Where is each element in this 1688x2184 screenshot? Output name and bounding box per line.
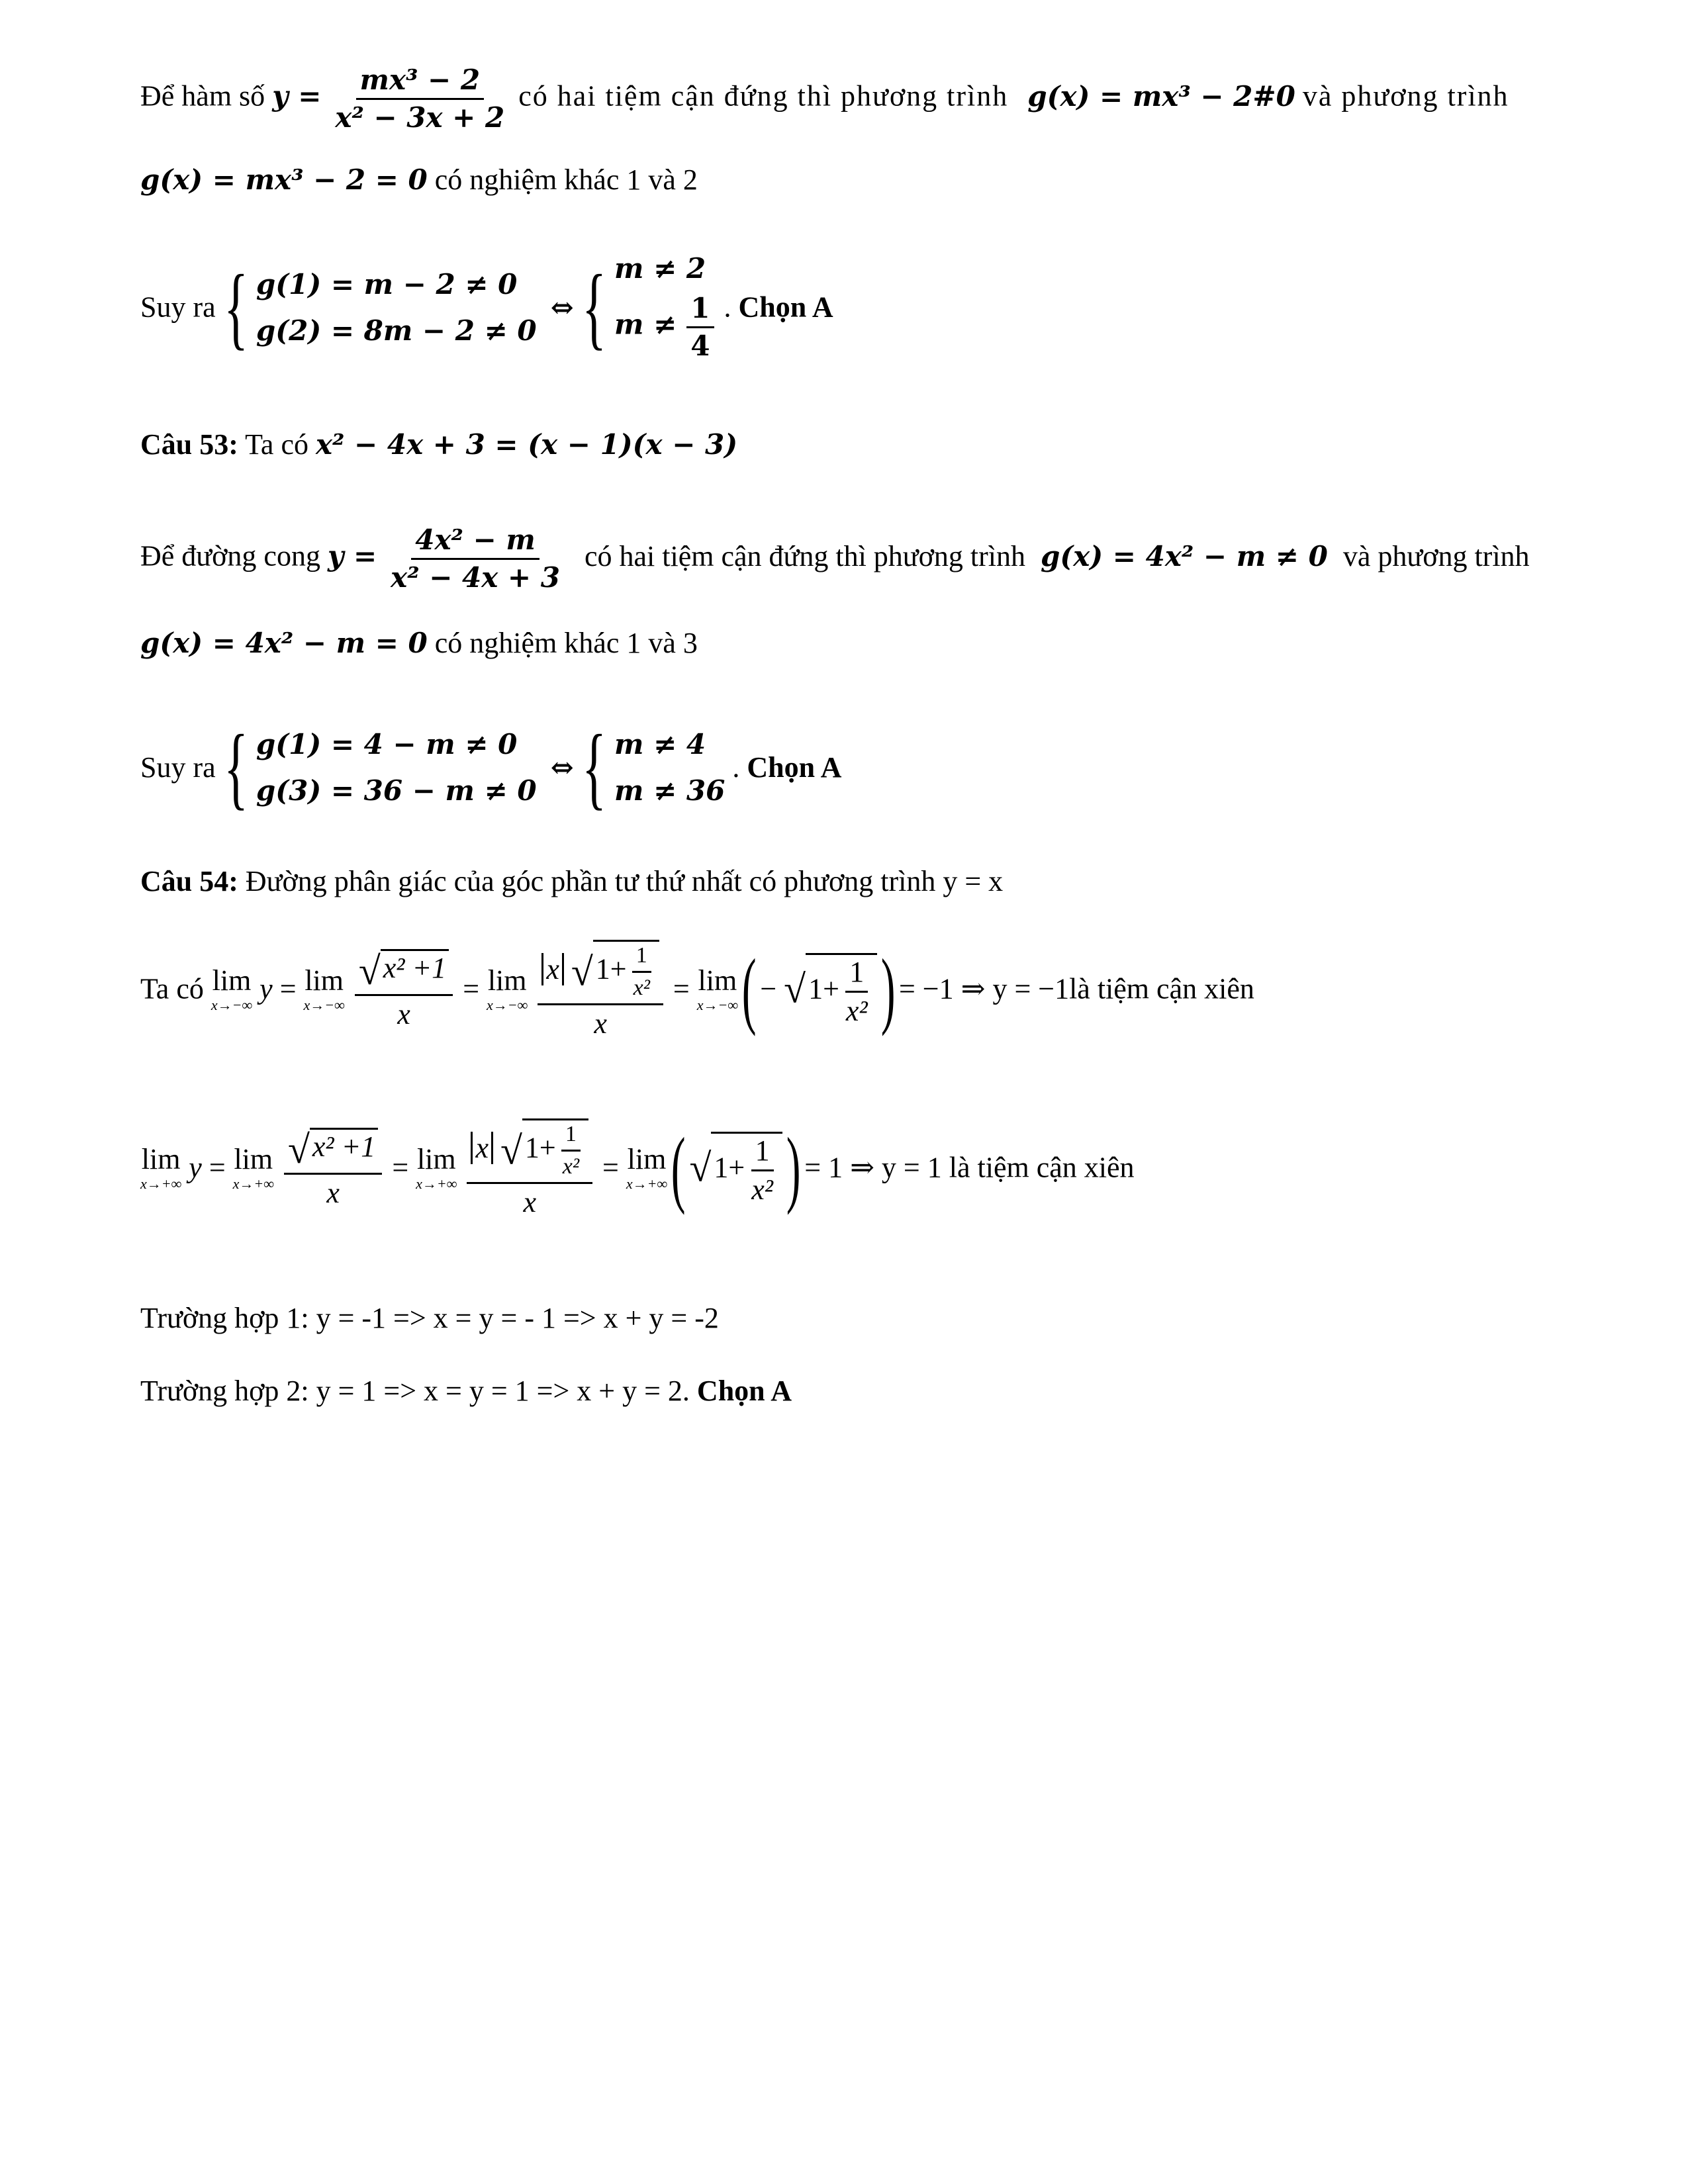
denominator: x² bbox=[751, 1173, 773, 1206]
math: y bbox=[259, 972, 273, 1005]
s54-limit-pos bbox=[140, 1118, 1135, 1217]
math: − bbox=[760, 972, 777, 1005]
system-right bbox=[614, 252, 717, 362]
brace-icon: { bbox=[223, 255, 248, 359]
eq-row: m ≠ 36 bbox=[614, 774, 726, 807]
eq-row: m ≠ 2 bbox=[614, 252, 706, 285]
text: Trường hợp 2: y = 1 => x = y = 1 => x + y = 2. bbox=[140, 1375, 690, 1407]
numerator: mx³ − 2 bbox=[356, 66, 485, 100]
fraction bbox=[630, 944, 654, 999]
paren-icon: ( bbox=[741, 941, 757, 1037]
math: = 1 ⇒ y = 1 bbox=[804, 1151, 942, 1184]
text: . bbox=[724, 291, 731, 324]
text: là tiệm cận xiên bbox=[949, 1151, 1135, 1184]
s54-case-1 bbox=[140, 1304, 719, 1333]
text: là tiệm cận xiên bbox=[1069, 972, 1254, 1005]
fraction bbox=[355, 949, 453, 1030]
numerator bbox=[538, 940, 663, 1005]
limit bbox=[487, 966, 528, 1013]
eq-row bbox=[614, 292, 717, 362]
radicand: x² +1 bbox=[381, 949, 449, 983]
answer-label: Chọn A bbox=[696, 1375, 792, 1407]
numerator: 1 bbox=[561, 1123, 581, 1152]
math: x² − 4x + 3 = (x − 1)(x − 3) bbox=[316, 428, 738, 461]
text: có hai tiệm cận đứng thì phương trình bbox=[584, 539, 1026, 572]
abs-x: x bbox=[541, 953, 564, 985]
s53-system bbox=[140, 716, 842, 819]
lim-sub: x→+∞ bbox=[232, 1175, 274, 1192]
math: g(x) = mx³ − 2 = 0 bbox=[140, 163, 428, 196]
text: Để đường cong bbox=[140, 539, 320, 572]
fraction bbox=[538, 940, 663, 1038]
s54-limit-neg bbox=[140, 940, 1254, 1038]
sqrt-icon: √ bbox=[500, 1128, 522, 1173]
s52-system bbox=[140, 252, 833, 362]
math: g(x) = 4x² − m ≠ 0 bbox=[1041, 539, 1328, 572]
lim-sub: x→−∞ bbox=[696, 996, 739, 1013]
text: 1+ bbox=[595, 952, 627, 985]
paren-icon: ) bbox=[786, 1120, 801, 1216]
text: 1+ bbox=[714, 1151, 745, 1184]
lim-sub: x→−∞ bbox=[487, 996, 528, 1013]
numerator bbox=[284, 1128, 382, 1175]
s53-line-3 bbox=[140, 629, 698, 658]
limit bbox=[140, 1142, 182, 1192]
radicand bbox=[593, 940, 659, 999]
numerator: 1 bbox=[686, 295, 714, 328]
eq-row: g(3) = 36 − m ≠ 0 bbox=[256, 774, 537, 807]
numerator bbox=[355, 949, 453, 997]
numerator: 1 bbox=[845, 958, 868, 993]
iff-symbol: ⇔ bbox=[550, 291, 574, 324]
math: g(x) = mx³ − 2#0 bbox=[1027, 79, 1295, 113]
text: và phương trình bbox=[1302, 79, 1509, 113]
lim-sub: x→−∞ bbox=[211, 996, 253, 1013]
text: có nghiệm khác 1 và 3 bbox=[434, 627, 698, 659]
text: và phương trình bbox=[1342, 539, 1530, 572]
math: y = bbox=[272, 79, 322, 113]
sqrt-icon: √ bbox=[571, 950, 593, 994]
limit bbox=[626, 1142, 668, 1192]
denominator: x bbox=[397, 998, 410, 1031]
lim-label: lim bbox=[487, 964, 527, 997]
fraction bbox=[559, 1123, 583, 1178]
numerator bbox=[467, 1118, 592, 1184]
question-number: Câu 53: bbox=[140, 428, 238, 461]
s52-line-2 bbox=[140, 165, 698, 195]
brace-icon: { bbox=[223, 716, 248, 819]
iff-symbol: ⇔ bbox=[550, 751, 574, 784]
s53-line-2 bbox=[140, 523, 1530, 594]
lim-label: lim bbox=[234, 1142, 273, 1175]
eq-row: m ≠ 4 bbox=[614, 728, 706, 760]
s53-head-line bbox=[140, 430, 737, 459]
brace-icon: { bbox=[581, 716, 606, 819]
lim-label: lim bbox=[141, 1142, 181, 1175]
fraction bbox=[747, 1136, 777, 1205]
limit bbox=[211, 966, 252, 1013]
radicand: x² +1 bbox=[310, 1128, 378, 1161]
numerator: 1 bbox=[751, 1136, 774, 1171]
lim-label: lim bbox=[416, 1142, 456, 1175]
equals: = bbox=[209, 1151, 226, 1184]
system-right bbox=[614, 728, 726, 807]
equals: = bbox=[673, 972, 690, 1005]
limit bbox=[416, 1142, 457, 1192]
text: . bbox=[732, 751, 740, 784]
math: m ≠ bbox=[614, 308, 677, 341]
denominator: x² − 3x + 2 bbox=[335, 101, 505, 134]
denominator: x bbox=[594, 1007, 607, 1040]
denominator: x bbox=[523, 1186, 536, 1218]
limit bbox=[697, 966, 738, 1013]
math: = −1 ⇒ y = −1 bbox=[898, 972, 1070, 1005]
system-left bbox=[256, 267, 537, 347]
equals: = bbox=[392, 1151, 409, 1184]
eq-row: g(1) = m − 2 ≠ 0 bbox=[256, 267, 518, 300]
fraction bbox=[284, 1128, 382, 1208]
denominator: x bbox=[326, 1177, 340, 1210]
limit bbox=[304, 966, 345, 1013]
equals: = bbox=[279, 972, 297, 1005]
fraction bbox=[467, 1118, 592, 1217]
math: y = bbox=[327, 539, 377, 572]
paren-icon: ( bbox=[671, 1120, 686, 1216]
numerator: 4x² − m bbox=[411, 526, 539, 560]
text: Để hàm số bbox=[140, 79, 265, 113]
answer-label: Chọn A bbox=[747, 751, 842, 784]
lim-label: lim bbox=[698, 964, 737, 997]
s54-head-line bbox=[140, 867, 1003, 896]
lim-label: lim bbox=[627, 1142, 667, 1175]
text: Suy ra bbox=[140, 291, 216, 324]
denominator: x² bbox=[633, 976, 650, 1000]
brace-icon: { bbox=[581, 255, 606, 359]
lim-label: lim bbox=[305, 964, 344, 997]
text: Đường phân giác của góc phần tư thứ nhất có phương trình y = x bbox=[245, 865, 1004, 897]
fraction bbox=[331, 66, 508, 132]
sqrt-icon: √ bbox=[784, 967, 806, 1011]
radicand bbox=[711, 1132, 782, 1205]
limit bbox=[232, 1142, 274, 1192]
denominator: x² − 4x + 3 bbox=[391, 561, 560, 594]
sqrt-icon: √ bbox=[689, 1146, 712, 1190]
abs-x: x bbox=[471, 1132, 493, 1164]
lim-sub: x→+∞ bbox=[140, 1175, 182, 1192]
eq-row: g(2) = 8m − 2 ≠ 0 bbox=[256, 314, 537, 347]
lim-sub: x→+∞ bbox=[416, 1175, 457, 1192]
text: Suy ra bbox=[140, 751, 216, 784]
sqrt-icon: √ bbox=[287, 1127, 310, 1171]
radicand bbox=[522, 1118, 588, 1178]
lim-sub: x→−∞ bbox=[303, 996, 345, 1013]
paren-icon: ) bbox=[880, 941, 896, 1037]
math: y bbox=[189, 1151, 202, 1184]
question-number: Câu 54: bbox=[140, 865, 238, 897]
numerator: 1 bbox=[632, 944, 651, 973]
text: 1+ bbox=[524, 1131, 556, 1164]
radicand bbox=[806, 953, 877, 1026]
sqrt-icon: √ bbox=[358, 948, 381, 993]
fraction bbox=[842, 955, 872, 1027]
lim-sub: x→+∞ bbox=[626, 1175, 668, 1192]
equals: = bbox=[602, 1151, 619, 1184]
fraction bbox=[686, 292, 714, 362]
eq-row: g(1) = 4 − m ≠ 0 bbox=[256, 728, 518, 760]
text: Ta có bbox=[140, 972, 204, 1005]
denominator: x² bbox=[845, 994, 868, 1027]
math: g(x) = 4x² − m = 0 bbox=[140, 627, 428, 659]
fraction bbox=[387, 523, 564, 594]
denominator: x² bbox=[562, 1154, 580, 1179]
denominator: 4 bbox=[690, 330, 710, 362]
text: Trường hợp 1: y = -1 => x = y = - 1 => x + y = -2 bbox=[140, 1302, 719, 1334]
text: có nghiệm khác 1 và 2 bbox=[434, 163, 698, 196]
s54-case-2 bbox=[140, 1377, 792, 1406]
equals: = bbox=[463, 972, 480, 1005]
text: 1+ bbox=[808, 972, 839, 1005]
system-left bbox=[256, 728, 537, 807]
text: Ta có bbox=[245, 428, 308, 461]
lim-label: lim bbox=[212, 964, 252, 997]
text: có hai tiệm cận đứng thì phương trình bbox=[518, 79, 1009, 113]
answer-label: Chọn A bbox=[738, 291, 833, 324]
s52-line-1 bbox=[140, 66, 1509, 132]
